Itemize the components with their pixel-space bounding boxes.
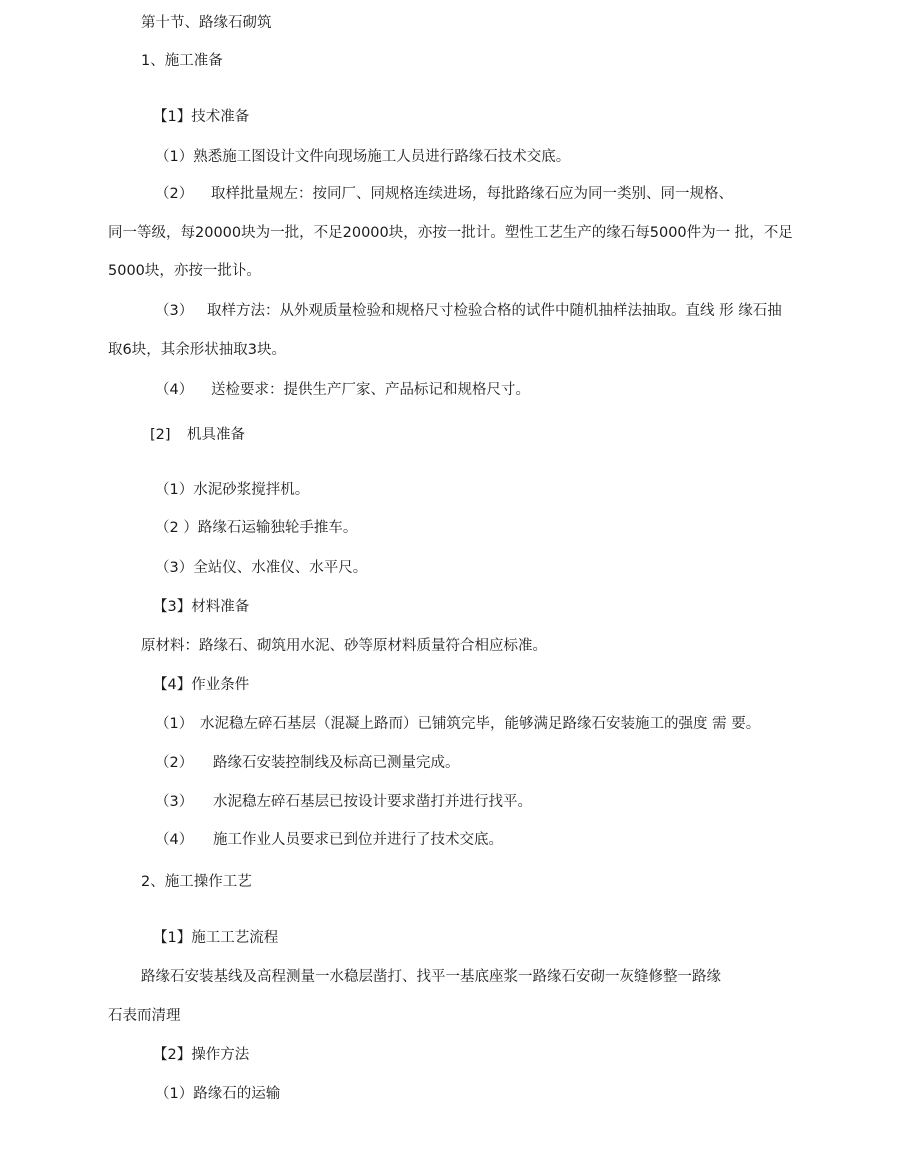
heading-number: [2] [150,427,171,443]
flow-text-cont: 石表而清理 [108,1008,181,1024]
flow-heading: 【1】施工工艺流程 [153,930,279,946]
condition-item-1 [155,714,760,734]
tech-item-3 [155,301,782,321]
tech-item-3-cont: 取6块，其余形状抽取3块。 [108,342,286,358]
tech-item-2-cont-1: 同一等级，每20000块为一批，不足20000块，亦按一批计。塑性工艺生产的缘石每5000件为一 批，不足 [108,225,793,241]
item-text: 取样方法：从外观质量检验和规格尺寸检验合格的试件中随机抽样法抽取。直线 形 缘石抽 [207,303,782,319]
item-number: （4） [155,832,194,848]
method-heading: 【2】操作方法 [153,1047,250,1063]
item-number: （2） [155,755,194,771]
item-text: 路缘石安装控制线及标高已测量完成。 [213,755,460,771]
part2-heading: 2、施工操作工艺 [141,874,252,890]
condition-item-2 [155,753,460,773]
condition-item-3 [155,792,532,812]
tech-item-4 [155,380,530,400]
item-text: 取样批量规左：按同厂、同规格连续进场，每批路缘石应为同一类别、同一规格、 [211,186,733,202]
item-number: （1） [155,149,194,165]
material-text: 原材料：路缘石、砌筑用水泥、砂等原材料质量符合相应标准。 [141,638,547,654]
tech-item-1 [155,147,570,167]
item-text: 送检要求：提供生产厂家、产品标记和规格尺寸。 [211,382,530,398]
equip-item-3: （3）全站仪、水准仪、水平尺。 [155,560,368,576]
method-item-1: （1）路缘石的运输 [155,1086,281,1102]
item-number: （3） [155,303,194,319]
item-text: 水泥稳左碎石基层已按设计要求凿打并进行找平。 [213,794,532,810]
tech-prep-heading: 【1】技术准备 [153,109,250,125]
item-text: 水泥稳左碎石基层（混凝上路而）已铺筑完毕，能够满足路缘石安装施工的强度 需 要。 [200,716,761,732]
tech-item-2-cont-2: 5000块，亦按一批讣。 [108,263,261,279]
condition-item-4 [155,830,503,850]
item-text: 施工作业人员要求已到位并进行了技术交底。 [213,832,503,848]
equip-item-1: （1）水泥砂浆搅拌机。 [155,482,310,498]
conditions-heading: 【4】作业条件 [153,677,250,693]
tech-item-2 [155,184,733,204]
material-prep-heading: 【3】材料准备 [153,599,250,615]
item-number: （3） [155,794,194,810]
part1-heading: 1、施工准备 [141,53,223,69]
item-number: （1） [155,716,194,732]
heading-text: 机具准备 [187,427,245,443]
equip-prep-heading [150,425,245,445]
flow-text: 路缘石安装基线及高程测量一水稳层凿打、找平一基底座浆一路缘石安砌一灰缝修整一路缘 [141,969,721,985]
item-text: 熟悉施工图设计文件向现场施工人员进行路缘石技术交底。 [193,149,571,165]
item-number: （2） [155,186,194,202]
item-number: （4） [155,382,194,398]
equip-item-2: （2 ）路缘石运输独轮手推车。 [155,520,358,536]
section-title: 第十节、路缘石砌筑 [141,15,272,31]
